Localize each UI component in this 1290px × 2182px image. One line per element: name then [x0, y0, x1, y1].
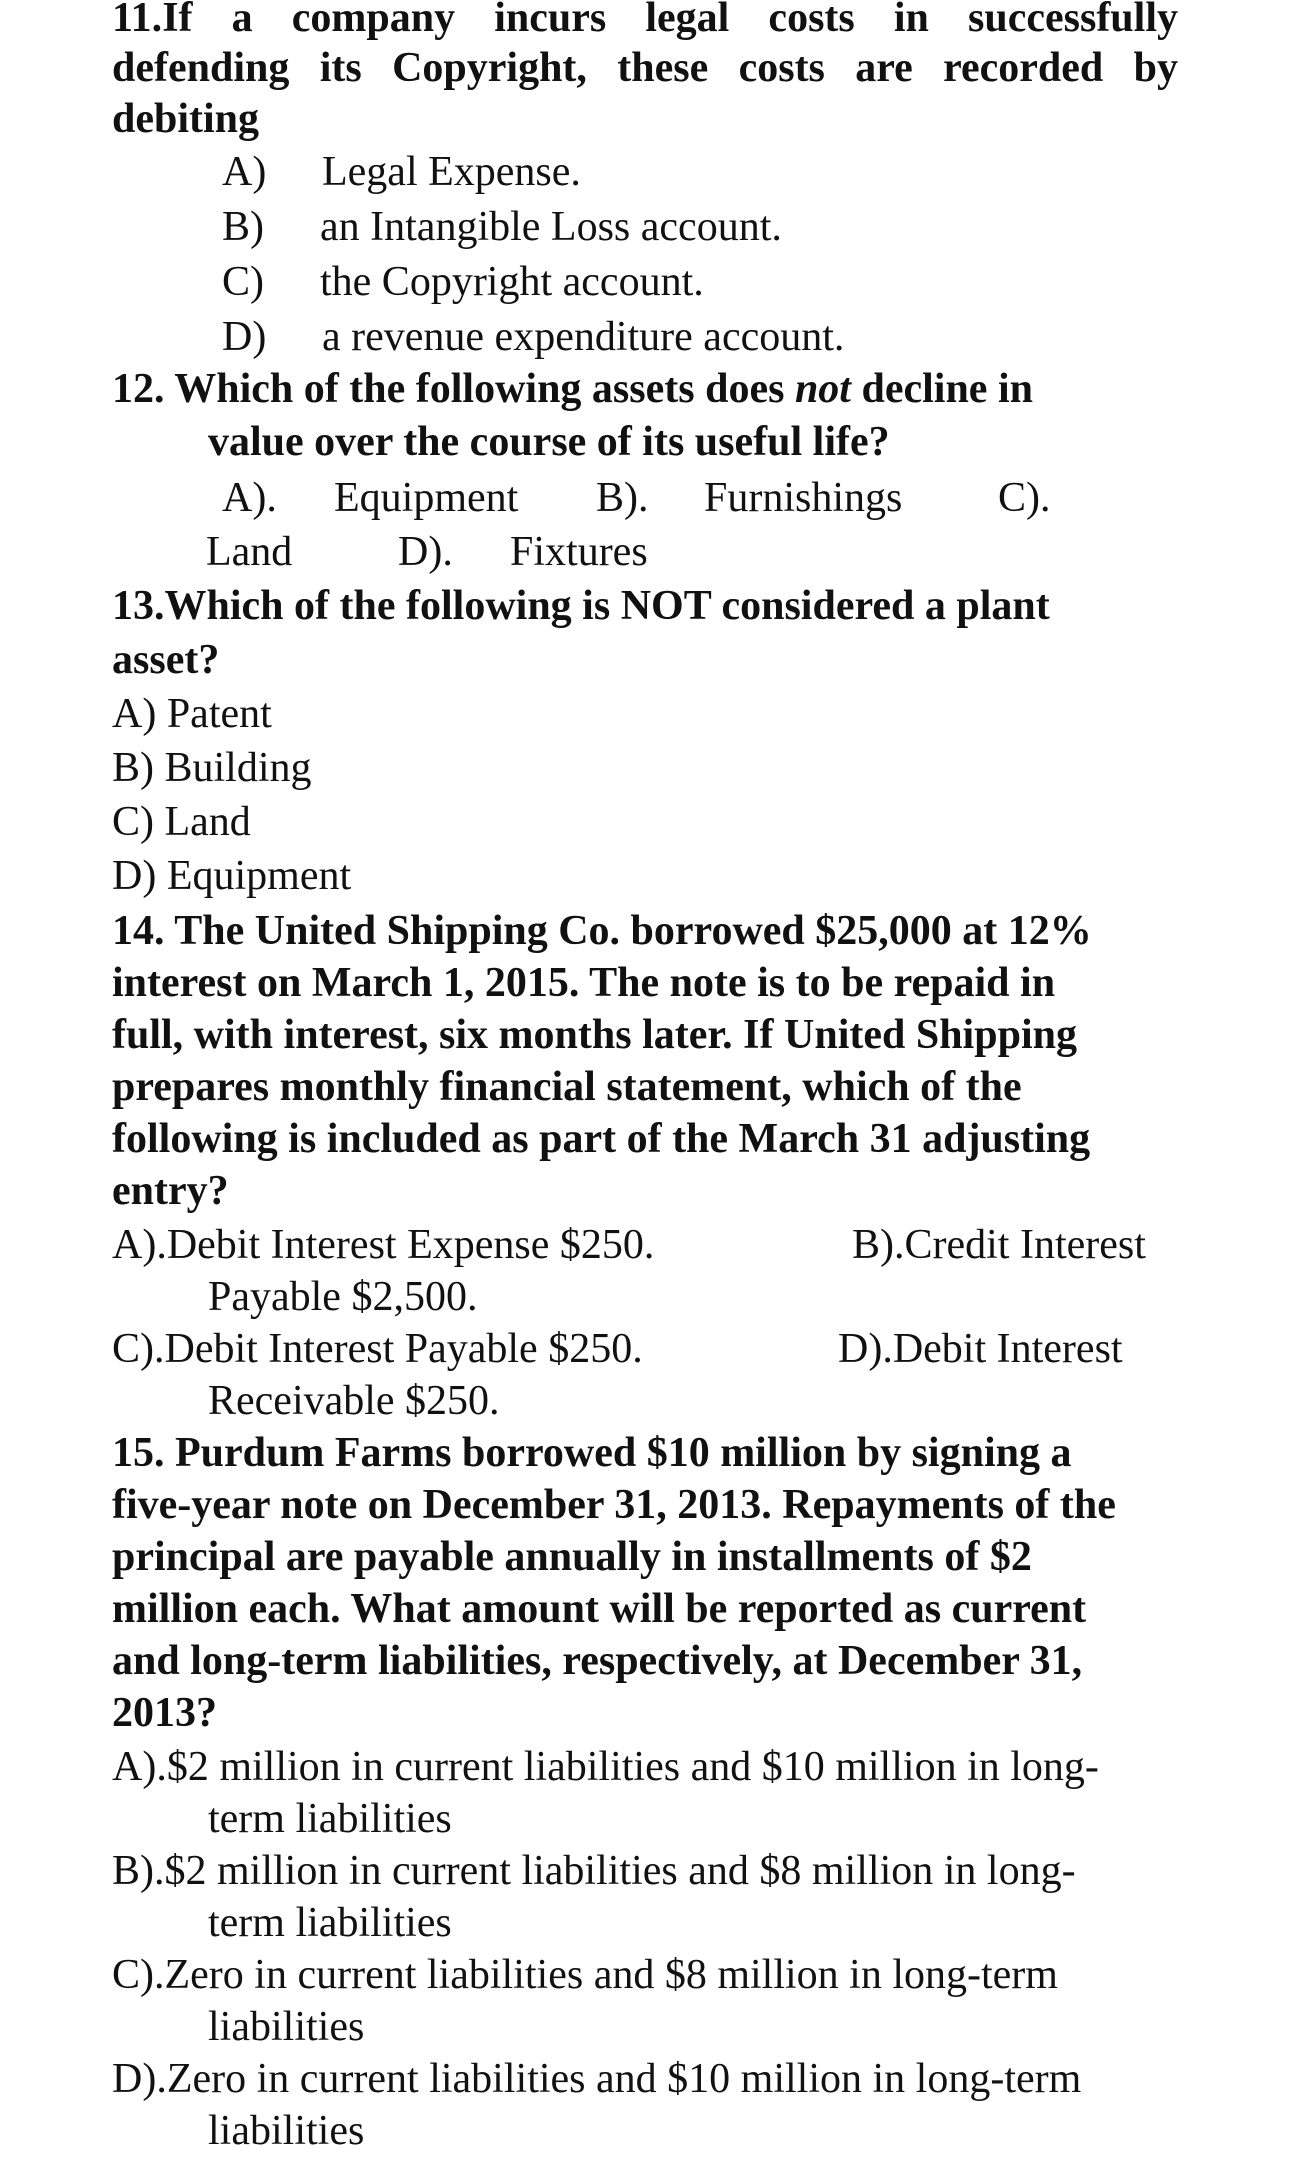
q14-option-a-letter: A). [112, 1222, 167, 1268]
q14-option-a-text: Debit Interest Expense $250. [166, 1222, 655, 1268]
q14-option-b [852, 1219, 1146, 1271]
q14-stem-line-2: interest on March 1, 2015. The note is to be repaid in [112, 960, 1056, 1006]
q15-number: 15. [112, 1430, 165, 1476]
q11-stem-line-2: defending its Copyright, these costs are recorded by [112, 45, 1178, 91]
q15-option-a-cont: term liabilities [208, 1796, 452, 1842]
q13-option-b-text: Building [164, 745, 312, 791]
q14-option-c-letter: C). [112, 1326, 165, 1372]
q15-option-b [112, 1845, 1076, 1897]
q11-stem-line-1 [112, 0, 1178, 44]
q11-option-b [222, 201, 264, 253]
q13-option-a-letter: A) [112, 691, 157, 737]
q15-option-a [112, 1741, 1099, 1793]
q15-option-b-text: $2 million in current liabilities and $8 million in long- [164, 1848, 1076, 1894]
q12-stem-text-1: Which of the following assets does [164, 366, 795, 412]
q14-option-b-letter: B). [852, 1222, 905, 1268]
q13-option-b-letter: B) [112, 745, 154, 791]
q11-option-a [222, 146, 266, 198]
q12-number: 12. [112, 366, 165, 412]
q11-option-b-text: an Intangible Loss account. [320, 204, 782, 250]
q15-option-b-letter: B). [112, 1848, 165, 1894]
q15-stem-text-1: Purdum Farms borrowed $10 million by signing a [164, 1430, 1072, 1476]
q11-stem-text-1: If a company incurs legal costs in successfully [162, 0, 1178, 41]
q13-number: 13. [112, 583, 165, 629]
q15-option-b-cont: term liabilities [208, 1900, 452, 1946]
q15-option-a-letter: A). [112, 1744, 167, 1790]
q15-stem-line-5: and long-term liabilities, respectively, at December 31, [112, 1638, 1083, 1684]
q14-stem-line-1 [112, 905, 1092, 957]
q14-option-d [838, 1323, 1123, 1375]
q12-option-a-letter: A). [222, 475, 277, 521]
q14-option-d-text: Debit Interest [892, 1326, 1123, 1372]
q12-option-a-text: Equipment [334, 475, 519, 521]
q12-stem-line-2: value over the course of its useful life? [208, 419, 890, 465]
q13-stem-line-1 [112, 580, 1050, 632]
q11-option-b-letter: B) [222, 204, 264, 250]
q11-stem-line-3: debiting [112, 96, 260, 142]
q14-stem-line-5: following is included as part of the March 31 adjusting [112, 1116, 1091, 1162]
q14-option-d-letter: D). [838, 1326, 893, 1372]
q11-option-a-text: Legal Expense. [322, 149, 581, 195]
q13-option-d [112, 850, 351, 902]
q15-stem-line-2: five-year note on December 31, 2013. Repayments of the [112, 1482, 1116, 1528]
q11-option-d-letter: D) [222, 314, 267, 360]
q14-stem-line-3: full, with interest, six months later. If United Shipping [112, 1012, 1077, 1058]
q15-stem-line-4: million each. What amount will be reported as current [112, 1586, 1087, 1632]
q14-option-c [112, 1323, 643, 1375]
q14-option-b-cont: Payable $2,500. [208, 1274, 478, 1320]
q15-option-c [112, 1949, 1058, 2001]
q15-option-d-letter: D). [112, 2056, 167, 2102]
q11-option-c [222, 256, 264, 308]
q12-stem-text-2: decline in [850, 366, 1033, 412]
q11-option-d-text: a revenue expenditure account. [322, 314, 845, 360]
q13-option-b [112, 742, 312, 794]
q15-option-d [112, 2053, 1081, 2105]
q12-emphasis-not: not [794, 366, 851, 412]
q14-option-d-cont: Receivable $250. [208, 1378, 500, 1424]
q13-option-c-letter: C) [112, 799, 154, 845]
q13-option-d-letter: D) [112, 853, 157, 899]
q11-option-c-text: the Copyright account. [320, 259, 704, 305]
q14-stem-line-6: entry? [112, 1168, 229, 1214]
q14-stem-text-1: The United Shipping Co. borrowed $25,000 at 12% [164, 908, 1092, 954]
q14-stem-line-4: prepares monthly financial statement, which of the [112, 1064, 1022, 1110]
q11-number: 11. [112, 0, 163, 41]
q13-option-c-text: Land [164, 799, 251, 845]
q14-option-b-text: Credit Interest [904, 1222, 1146, 1268]
q14-number: 14. [112, 908, 165, 954]
q12-stem-line-1 [112, 363, 1033, 415]
q13-option-c [112, 796, 251, 848]
q15-option-a-text: $2 million in current liabilities and $10 million in long- [166, 1744, 1099, 1790]
q12-option-b-letter: B). [596, 475, 649, 521]
q12-option-b-text: Furnishings [704, 475, 903, 521]
q13-option-d-text: Equipment [166, 853, 352, 899]
q11-option-d [222, 311, 266, 363]
q15-stem-line-1 [112, 1427, 1071, 1479]
q12-option-c-text: Land [206, 529, 293, 575]
q13-option-a-text: Patent [166, 691, 272, 737]
q15-stem-line-3: principal are payable annually in installments of $2 [112, 1534, 1032, 1580]
q13-option-a [112, 688, 272, 740]
q15-option-c-letter: C). [112, 1952, 165, 1998]
q14-option-c-text: Debit Interest Payable $250. [164, 1326, 643, 1372]
q15-option-c-cont: liabilities [208, 2004, 365, 2050]
q12-option-c-letter: C). [998, 475, 1051, 521]
q15-stem-line-6: 2013? [112, 1690, 217, 1736]
q14-option-a [112, 1219, 654, 1271]
q11-option-a-letter: A) [222, 149, 267, 195]
q13-stem-text-1: Which of the following is NOT considered a plant [164, 583, 1050, 629]
q15-option-c-text: Zero in current liabilities and $8 million in long-term [164, 1952, 1058, 1998]
q13-stem-line-2: asset? [112, 637, 220, 683]
q12-option-d-letter: D). [398, 529, 453, 575]
q12-option-d-text: Fixtures [510, 529, 648, 575]
q15-option-d-text: Zero in current liabilities and $10 million in long-term [166, 2056, 1082, 2102]
q15-option-d-cont: liabilities [208, 2108, 365, 2154]
q11-option-c-letter: C) [222, 259, 264, 305]
